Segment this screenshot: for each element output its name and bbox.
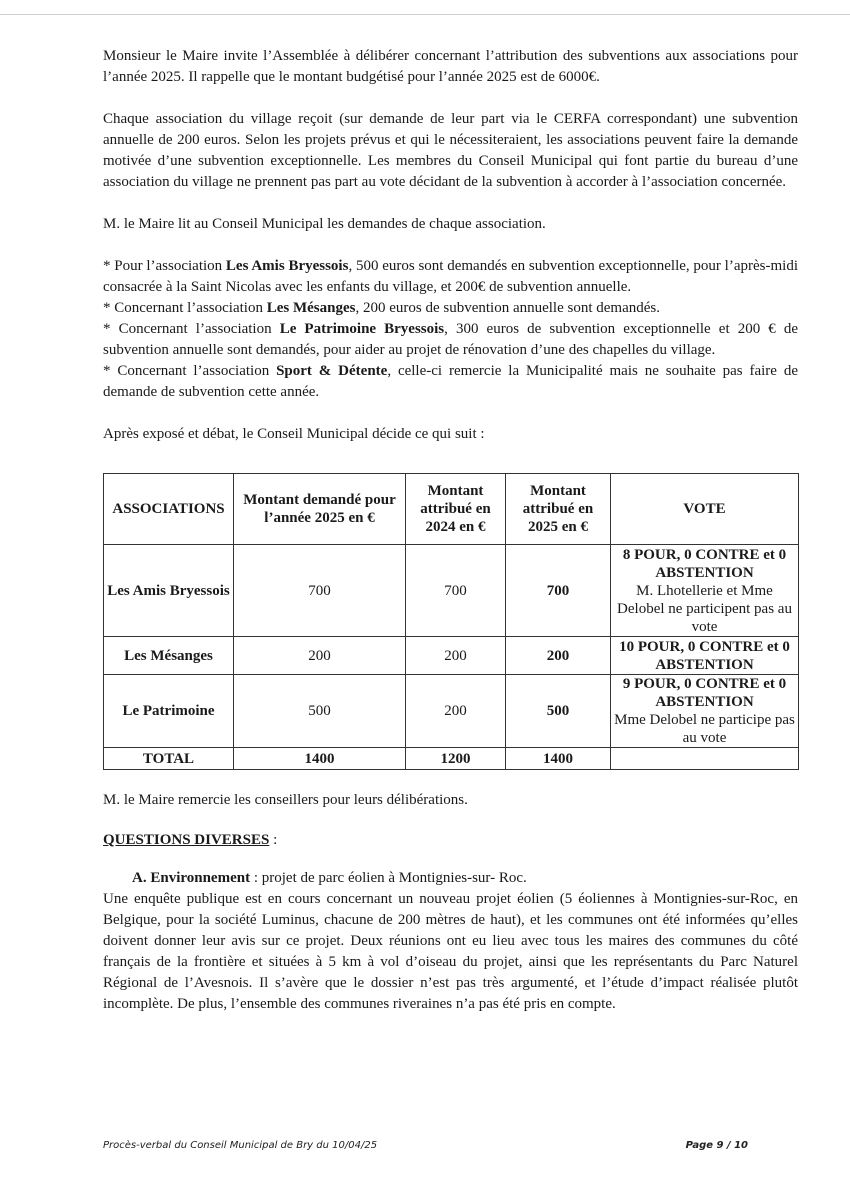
- amount-2024: 700: [406, 545, 506, 637]
- association-name: Le Patrimoine: [104, 675, 234, 748]
- association-name: Les Mésanges: [104, 637, 234, 675]
- vote-cell: [611, 545, 799, 637]
- total-2025: 1400: [506, 748, 611, 770]
- amount-2025: 500: [506, 675, 611, 748]
- page-footer: [103, 1140, 748, 1151]
- questions-title: QUESTIONS DIVERSES: [103, 832, 270, 848]
- vote-cell: [611, 637, 799, 675]
- thanks-paragraph: M. le Maire remercie les conseillers pour leurs délibérations.: [103, 792, 468, 808]
- vote-note: Mme Delobel ne participe pas au vote: [614, 712, 795, 746]
- page-top-rule: [0, 14, 850, 15]
- vote-result: 9 POUR, 0 CONTRE et 0 ABSTENTION: [622, 676, 787, 710]
- intro-paragraph: Monsieur le Maire invite l’Assemblée à délibérer concernant l’attribution des subventions aux associations pour l’année 2025. Il rappelle que le montant budgétisé pour l’année 2025 est de 6000€.: [103, 48, 798, 85]
- amount-2025: 700: [506, 545, 611, 637]
- col-header-demande: Montant demandé pour l’année 2025 en €: [234, 474, 406, 545]
- amount-requested: 500: [234, 675, 406, 748]
- rules-paragraph: Chaque association du village reçoit (sur demande de leur part via le CERFA correspondant) une subvention annuelle de 200 euros. Selon les projets prévus et qui le nécessiteraient, les associations peuvent faire la demande motivée d’une subvention exceptionnelle. Les membres du Conseil Municipal qui font partie du bureau d’une association du village ne prennent pas part au vote décidant de la subvention à accorder à l’association concernée.: [103, 111, 798, 190]
- questions-heading: QUESTIONS DIVERSES :: [103, 832, 278, 848]
- col-header-2025: Montant attribué en 2025 en €: [506, 474, 611, 545]
- reading-paragraph: M. le Maire lit au Conseil Municipal les demandes de chaque association.: [103, 216, 546, 232]
- total-2024: 1200: [406, 748, 506, 770]
- decision-paragraph: Après exposé et débat, le Conseil Municipal décide ce qui suit :: [103, 426, 485, 442]
- subsidies-table-wrapper: [103, 473, 798, 770]
- col-header-associations: ASSOCIATIONS: [104, 474, 234, 545]
- table-row: [104, 675, 799, 748]
- item-letter: A.: [132, 870, 147, 886]
- subsidies-table: [103, 473, 799, 770]
- environment-item: A. Environnement : projet de parc éolien à Montignies-sur- Roc.: [132, 870, 527, 886]
- vote-result: 10 POUR, 0 CONTRE et 0 ABSTENTION: [619, 638, 790, 673]
- table-total-row: [104, 748, 799, 770]
- col-header-2024: Montant attribué en 2024 en €: [406, 474, 506, 545]
- request-amis-bryessois: * Pour l’association Les Amis Bryessois, 500 euros sont demandés en subvention exceptionnelle, pour l’après-midi consacrée à la Saint Nicolas avec les enfants du village, et 200€ de subvention annuelle.: [103, 258, 798, 295]
- document-body: [103, 46, 798, 1015]
- association-name: Les Amis Bryessois: [104, 545, 234, 637]
- amount-2024: 200: [406, 675, 506, 748]
- total-requested: 1400: [234, 748, 406, 770]
- amount-2025: 200: [506, 637, 611, 675]
- amount-requested: 200: [234, 637, 406, 675]
- footer-document-title: Procès-verbal du Conseil Municipal de Bry du 10/04/25: [103, 1140, 378, 1151]
- amount-requested: 700: [234, 545, 406, 637]
- total-vote-empty: [611, 748, 799, 770]
- environment-body: Une enquête publique est en cours concernant un nouveau projet éolien (5 éoliennes à Montignies-sur-Roc, en Belgique, pour la société Luminus, chacune de 200 mètres de haut), et les communes ont été informées qu’elles doivent donner leur avis sur ce projet. Deux réunions ont eu lieu avec tous les maires des communes du côté français de la frontière et situées à 5 km à vol d’oiseau du projet, ainsi que les représentants du Parc Naturel Régional de l’Avesnois. Il s’avère que le dossier n’est pas très argumenté, et l’étude d’impact réalisée plutôt incomplète. De plus, l’ensemble des communes riveraines n’a pas été pris en compte.: [103, 891, 798, 1012]
- footer-page-number: Page 9 / 10: [685, 1140, 748, 1151]
- total-label: TOTAL: [104, 748, 234, 770]
- table-row: [104, 637, 799, 675]
- vote-cell: [611, 675, 799, 748]
- request-mesanges: * Concernant l’association Les Mésanges, 200 euros de subvention annuelle sont demandés.: [103, 300, 660, 316]
- vote-result: 8 POUR, 0 CONTRE et 0 ABSTENTION: [622, 546, 787, 581]
- vote-note: M. Lhotellerie et Mme Delobel ne participent pas au vote: [617, 582, 792, 635]
- table-row: [104, 545, 799, 637]
- item-title: Environnement: [150, 870, 251, 886]
- col-header-vote: VOTE: [611, 474, 799, 545]
- amount-2024: 200: [406, 637, 506, 675]
- table-header-row: [104, 474, 799, 545]
- request-patrimoine: * Concernant l’association Le Patrimoine Bryessois, 300 euros de subvention exceptionnelle et 200 € de subvention annuelle sont demandés, pour aider au projet de rénovation d’une des chapelles du village.: [103, 321, 798, 358]
- request-sport-detente: * Concernant l’association Sport & Détente, celle-ci remercie la Municipalité mais ne souhaite pas faire de demande de subvention cette année.: [103, 363, 798, 400]
